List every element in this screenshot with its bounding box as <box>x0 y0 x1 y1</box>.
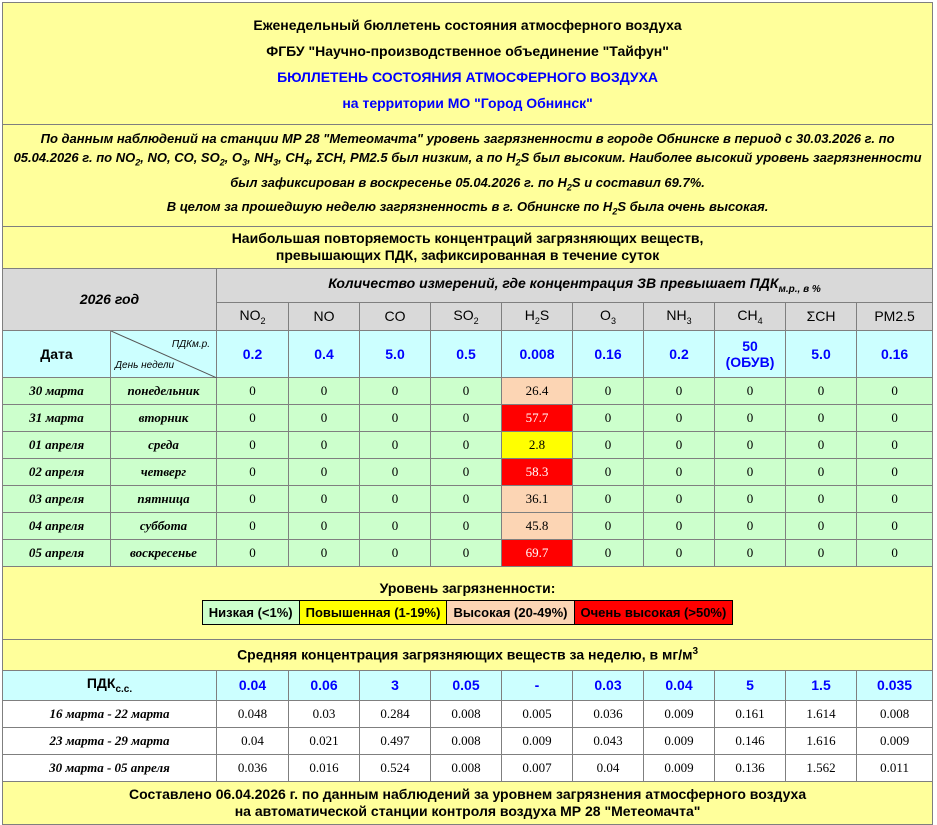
daily-table-body <box>3 377 933 566</box>
exceedance-cell: 0 <box>360 377 431 404</box>
row-weekday: воскресенье <box>111 539 217 566</box>
h2s-exceedance-cell: 45.8 <box>502 512 573 539</box>
pollutant-base: NO <box>313 308 335 325</box>
h2s-exceedance-cell: 36.1 <box>502 485 573 512</box>
caption-sub: м.р., в % <box>778 284 821 296</box>
pdk-mr-value: 0.008 <box>502 330 573 377</box>
exceedance-cell: 0 <box>217 431 289 458</box>
exceedance-cell: 0 <box>217 458 289 485</box>
pollutant-header <box>289 302 360 330</box>
exceedance-cell: 0 <box>857 377 933 404</box>
pollutant-base: CO <box>384 308 406 325</box>
pollutant-base: CH <box>737 306 758 323</box>
mean-concentration-cell: 0.04 <box>573 754 644 781</box>
bulletin-header <box>3 3 933 125</box>
pdk-weekday-diagonal-header <box>111 330 217 377</box>
legend-elevated: Повышенная (1-19%) <box>299 601 447 625</box>
header-line-4: на территории МО "Город Обнинск" <box>342 94 593 111</box>
pdk-cc-row <box>3 670 933 700</box>
pollutant-sub: 2 <box>534 315 540 326</box>
caption-text: Количество измерений, где концентрация ЗВ превышает ПДК <box>328 275 779 292</box>
weekly-table-body <box>3 700 933 781</box>
date-column-header: Дата <box>3 330 111 377</box>
mean-concentration-cell: 0.009 <box>644 727 715 754</box>
period-label: 30 марта - 05 апреля <box>3 754 217 781</box>
exceedance-cell: 0 <box>289 485 360 512</box>
daily-row <box>3 512 933 539</box>
exceedance-cell: 0 <box>644 458 715 485</box>
exceedance-cell: 0 <box>217 512 289 539</box>
exceedance-cell: 0 <box>360 458 431 485</box>
exceedance-cell: 0 <box>715 404 786 431</box>
mean-concentration-cell: 0.146 <box>715 727 786 754</box>
pdk-cc-value: 0.035 <box>857 670 933 700</box>
pdk-cc-label <box>3 670 217 700</box>
summary-part: , NO, CO, SO <box>140 150 220 165</box>
pdk-cc-value: 0.06 <box>289 670 360 700</box>
exceedance-cell: 0 <box>857 512 933 539</box>
mean-concentration-cell: 0.04 <box>217 727 289 754</box>
mean-concentration-cell: 0.021 <box>289 727 360 754</box>
mean-concentration-cell: 0.008 <box>857 700 933 727</box>
mean-concentration-cell: 0.008 <box>431 754 502 781</box>
pollutant-tail: S <box>539 306 550 323</box>
pollutant-header <box>786 302 857 330</box>
pdk-cc-value: 0.04 <box>644 670 715 700</box>
pdk-mr-value: 0.2 <box>217 330 289 377</box>
exceedance-cell: 0 <box>644 431 715 458</box>
exceedance-cell: 0 <box>573 512 644 539</box>
pollutant-header <box>644 302 715 330</box>
summary-part: По данным наблюдений на станции МР 28 "Метеомачта" уровень загрязненности в городе Обнинске в период с 30.03.2026 г. по 05.04.2026 г. по NO <box>13 131 895 165</box>
summary-part: S была очень высокая. <box>617 199 769 215</box>
header-line-2: ФГБУ "Научно-производственное объединение "Тайфун" <box>266 42 669 59</box>
row-weekday: четверг <box>111 458 217 485</box>
pdk-mr-value: 0.16 <box>573 330 644 377</box>
pollutant-base: ΣCH <box>806 308 836 325</box>
pollutant-sub: 2 <box>473 315 479 326</box>
h2s-exceedance-cell: 2.8 <box>502 431 573 458</box>
exceedance-cell: 0 <box>786 404 857 431</box>
row-date: 05 апреля <box>3 539 111 566</box>
mean-concentration-cell: 0.008 <box>431 700 502 727</box>
exceedance-cell: 0 <box>431 431 502 458</box>
mean-concentration-cell: 0.007 <box>502 754 573 781</box>
pdk-mr-value: 0.4 <box>289 330 360 377</box>
exceedance-caption <box>217 268 933 302</box>
section1-title-line: превышающих ПДК, зафиксированная в течение суток <box>275 247 660 264</box>
exceedance-cell: 0 <box>786 458 857 485</box>
pdk-mr-value: 0.16 <box>857 330 933 377</box>
exceedance-cell: 0 <box>289 512 360 539</box>
exceedance-cell: 0 <box>857 539 933 566</box>
row-date: 01 апреля <box>3 431 111 458</box>
mean-concentration-cell: 1.616 <box>786 727 857 754</box>
h2s-exceedance-cell: 58.3 <box>502 458 573 485</box>
year-label: 2026 год <box>3 268 217 330</box>
exceedance-cell: 0 <box>431 485 502 512</box>
exceedance-cell: 0 <box>573 458 644 485</box>
exceedance-cell: 0 <box>715 377 786 404</box>
pollutant-sub: 3 <box>686 315 692 326</box>
weekly-row <box>3 727 933 754</box>
mean-concentration-cell: 1.562 <box>786 754 857 781</box>
summary-text: По данным наблюдений на станции МР 28 "Метеомачта" уровень загрязненности в городе Обнинске в период с 30.03.2026 г. по 05.04.2026 г. по $NO_2$, NO, CO, $SO_2$, $O_3$, $NH_3$, $CH_4$, ΣCH, PM2.5 был низким, а по $H_2S$ был высоким. Наиболее высокий уровень загрязненности был зафиксирован в воскресенье 05.04.2026 г. по $H_2S$ и составил 69.7%. В целом за прошедшую неделю загрязненность в г. Обнинске по $H_2S$ была очень высокая. <box>3 125 933 227</box>
pollutant-header <box>573 302 644 330</box>
legend-block <box>3 566 933 639</box>
exceedance-cell: 0 <box>715 485 786 512</box>
pdk-cc-value: 0.04 <box>217 670 289 700</box>
pdk-cc-value: 5 <box>715 670 786 700</box>
summary-part: S был высоким. Наиболее высокий уровень загрязненности был зафиксирован в воскресенье 05.04.2026 г. по H <box>230 150 922 190</box>
row-date: 03 апреля <box>3 485 111 512</box>
mean-concentration-cell: 0.009 <box>502 727 573 754</box>
mean-concentration-cell: 0.284 <box>360 700 431 727</box>
pollutant-sub: 3 <box>610 315 616 326</box>
exceedance-cell: 0 <box>644 512 715 539</box>
pollutant-header <box>217 302 289 330</box>
exceedance-cell: 0 <box>573 404 644 431</box>
pollutant-base: PM2.5 <box>874 308 915 325</box>
row-weekday: пятница <box>111 485 217 512</box>
bulletin-table <box>2 2 933 825</box>
pollutant-header <box>360 302 431 330</box>
header-line-1: Еженедельный бюллетень состояния атмосферного воздуха <box>253 16 682 33</box>
pdk-mr-value: 0.5 <box>431 330 502 377</box>
exceedance-cell: 0 <box>786 512 857 539</box>
legend-low: Низкая (<1%) <box>202 601 299 625</box>
section1-title <box>3 226 933 268</box>
exceedance-cell: 0 <box>857 431 933 458</box>
weekly-row <box>3 754 933 781</box>
pollutant-header <box>431 302 502 330</box>
mean-concentration-cell: 0.136 <box>715 754 786 781</box>
exceedance-cell: 0 <box>217 485 289 512</box>
exceedance-cell: 0 <box>573 377 644 404</box>
legend-very-high: Очень высокая (>50%) <box>574 601 733 625</box>
exceedance-cell: 0 <box>644 485 715 512</box>
legend-table <box>202 600 734 625</box>
exceedance-cell: 0 <box>431 512 502 539</box>
section2-title-text: Средняя концентрация загрязняющих веществ за неделю, в мг/м <box>237 647 693 664</box>
exceedance-cell: 0 <box>715 512 786 539</box>
section1-title-line: Наибольшая повторяемость концентраций загрязняющих веществ, <box>231 230 704 247</box>
section2-title <box>3 639 933 670</box>
period-label: 16 марта - 22 марта <box>3 700 217 727</box>
exceedance-cell: 0 <box>644 377 715 404</box>
exceedance-cell: 0 <box>289 377 360 404</box>
pollutant-header <box>715 302 786 330</box>
pdk-cc-value: 0.05 <box>431 670 502 700</box>
pdk-cc-label-sub: с.с. <box>115 684 133 696</box>
mean-concentration-cell: 0.009 <box>644 700 715 727</box>
pdk-cc-value: 0.03 <box>573 670 644 700</box>
exceedance-cell: 0 <box>431 539 502 566</box>
exceedance-cell: 0 <box>360 404 431 431</box>
h2s-exceedance-cell: 57.7 <box>502 404 573 431</box>
legend-high: Высокая (20-49%) <box>447 601 574 625</box>
daily-row <box>3 431 933 458</box>
exceedance-cell: 0 <box>786 377 857 404</box>
mean-concentration-cell: 0.008 <box>431 727 502 754</box>
pdk-cc-value: - <box>502 670 573 700</box>
row-date: 30 марта <box>3 377 111 404</box>
row-weekday: суббота <box>111 512 217 539</box>
mean-concentration-cell: 0.005 <box>502 700 573 727</box>
exceedance-cell: 0 <box>289 404 360 431</box>
pollutant-base: NO <box>239 306 261 323</box>
summary-part: , NH <box>247 150 274 165</box>
mean-concentration-cell: 1.614 <box>786 700 857 727</box>
exceedance-cell: 0 <box>786 431 857 458</box>
exceedance-cell: 0 <box>217 539 289 566</box>
mean-concentration-cell: 0.524 <box>360 754 431 781</box>
mean-concentration-cell: 0.009 <box>857 727 933 754</box>
daily-row <box>3 485 933 512</box>
summary-part: , CH <box>278 150 305 165</box>
exceedance-cell: 0 <box>715 431 786 458</box>
header-line-3: БЮЛЛЕТЕНЬ СОСТОЯНИЯ АТМОСФЕРНОГО ВОЗДУХА <box>277 68 659 85</box>
summary-part: S и составил 69.7%. <box>571 174 705 190</box>
mean-concentration-cell: 0.048 <box>217 700 289 727</box>
daily-row <box>3 458 933 485</box>
exceedance-cell: 0 <box>715 539 786 566</box>
pdk-cc-value: 1.5 <box>786 670 857 700</box>
row-weekday: понедельник <box>111 377 217 404</box>
exceedance-cell: 0 <box>431 377 502 404</box>
row-date: 31 марта <box>3 404 111 431</box>
pdk-mr-value: 50 (ОБУВ) <box>715 330 786 377</box>
pdk-mr-value: 5.0 <box>360 330 431 377</box>
exceedance-cell: 0 <box>289 539 360 566</box>
exceedance-cell: 0 <box>786 485 857 512</box>
mean-concentration-cell: 0.497 <box>360 727 431 754</box>
section2-title-sup: 3 <box>692 646 699 658</box>
row-date: 04 апреля <box>3 512 111 539</box>
exceedance-cell: 0 <box>857 404 933 431</box>
exceedance-cell: 0 <box>360 539 431 566</box>
bulletin-footer <box>3 781 933 824</box>
exceedance-cell: 0 <box>289 431 360 458</box>
daily-row <box>3 539 933 566</box>
exceedance-cell: 0 <box>786 539 857 566</box>
h2s-exceedance-cell: 26.4 <box>502 377 573 404</box>
summary-part: В целом за прошедшую неделю загрязненность в г. Обнинске по H <box>166 199 613 215</box>
summary-part: , O <box>224 150 243 165</box>
footer-line: Составлено 06.04.2026 г. по данным наблюдений за уровнем загрязнения атмосферного воздуха <box>128 785 807 802</box>
mean-concentration-cell: 0.043 <box>573 727 644 754</box>
pollutant-header <box>502 302 573 330</box>
exceedance-cell: 0 <box>217 404 289 431</box>
pdk-mr-row <box>3 330 933 377</box>
row-weekday: среда <box>111 431 217 458</box>
exceedance-cell: 0 <box>431 404 502 431</box>
exceedance-cell: 0 <box>573 485 644 512</box>
daily-row <box>3 377 933 404</box>
h2s-exceedance-cell: 69.7 <box>502 539 573 566</box>
footer-line: на автоматической станции контроля воздуха МР 28 "Метеомачта" <box>234 802 701 819</box>
pdk-mr-label: ПДКм.р. <box>171 338 210 350</box>
pollutant-sub: 2 <box>260 315 266 326</box>
exceedance-cell: 0 <box>573 431 644 458</box>
weekly-row <box>3 700 933 727</box>
row-weekday: вторник <box>111 404 217 431</box>
exceedance-cell: 0 <box>644 404 715 431</box>
exceedance-cell: 0 <box>217 377 289 404</box>
exceedance-cell: 0 <box>715 458 786 485</box>
mean-concentration-cell: 0.036 <box>217 754 289 781</box>
pollutant-header <box>857 302 933 330</box>
weekday-label: День недели <box>115 359 175 371</box>
exceedance-cell: 0 <box>360 512 431 539</box>
exceedance-cell: 0 <box>644 539 715 566</box>
pollutant-base: H <box>524 306 535 323</box>
pollutant-sub: 4 <box>757 315 763 326</box>
pdk-cc-label-text: ПДК <box>86 675 116 692</box>
daily-row <box>3 404 933 431</box>
summary-part: , ΣCH, PM2.5 был низким, а по H <box>309 150 516 165</box>
period-label: 23 марта - 29 марта <box>3 727 217 754</box>
exceedance-cell: 0 <box>857 458 933 485</box>
mean-concentration-cell: 0.011 <box>857 754 933 781</box>
pollutant-base: SO <box>453 306 474 323</box>
row-date: 02 апреля <box>3 458 111 485</box>
pollutant-base: NH <box>666 306 687 323</box>
pdk-mr-value: 5.0 <box>786 330 857 377</box>
pollutant-base: O <box>600 306 611 323</box>
mean-concentration-cell: 0.036 <box>573 700 644 727</box>
exceedance-cell: 0 <box>289 458 360 485</box>
mean-concentration-cell: 0.161 <box>715 700 786 727</box>
exceedance-cell: 0 <box>857 485 933 512</box>
exceedance-cell: 0 <box>573 539 644 566</box>
legend-title: Уровень загрязненности: <box>379 580 556 597</box>
pdk-cc-value: 3 <box>360 670 431 700</box>
exceedance-cell: 0 <box>360 485 431 512</box>
mean-concentration-cell: 0.009 <box>644 754 715 781</box>
pdk-mr-value: 0.2 <box>644 330 715 377</box>
exceedance-cell: 0 <box>360 431 431 458</box>
mean-concentration-cell: 0.016 <box>289 754 360 781</box>
mean-concentration-cell: 0.03 <box>289 700 360 727</box>
exceedance-cell: 0 <box>431 458 502 485</box>
